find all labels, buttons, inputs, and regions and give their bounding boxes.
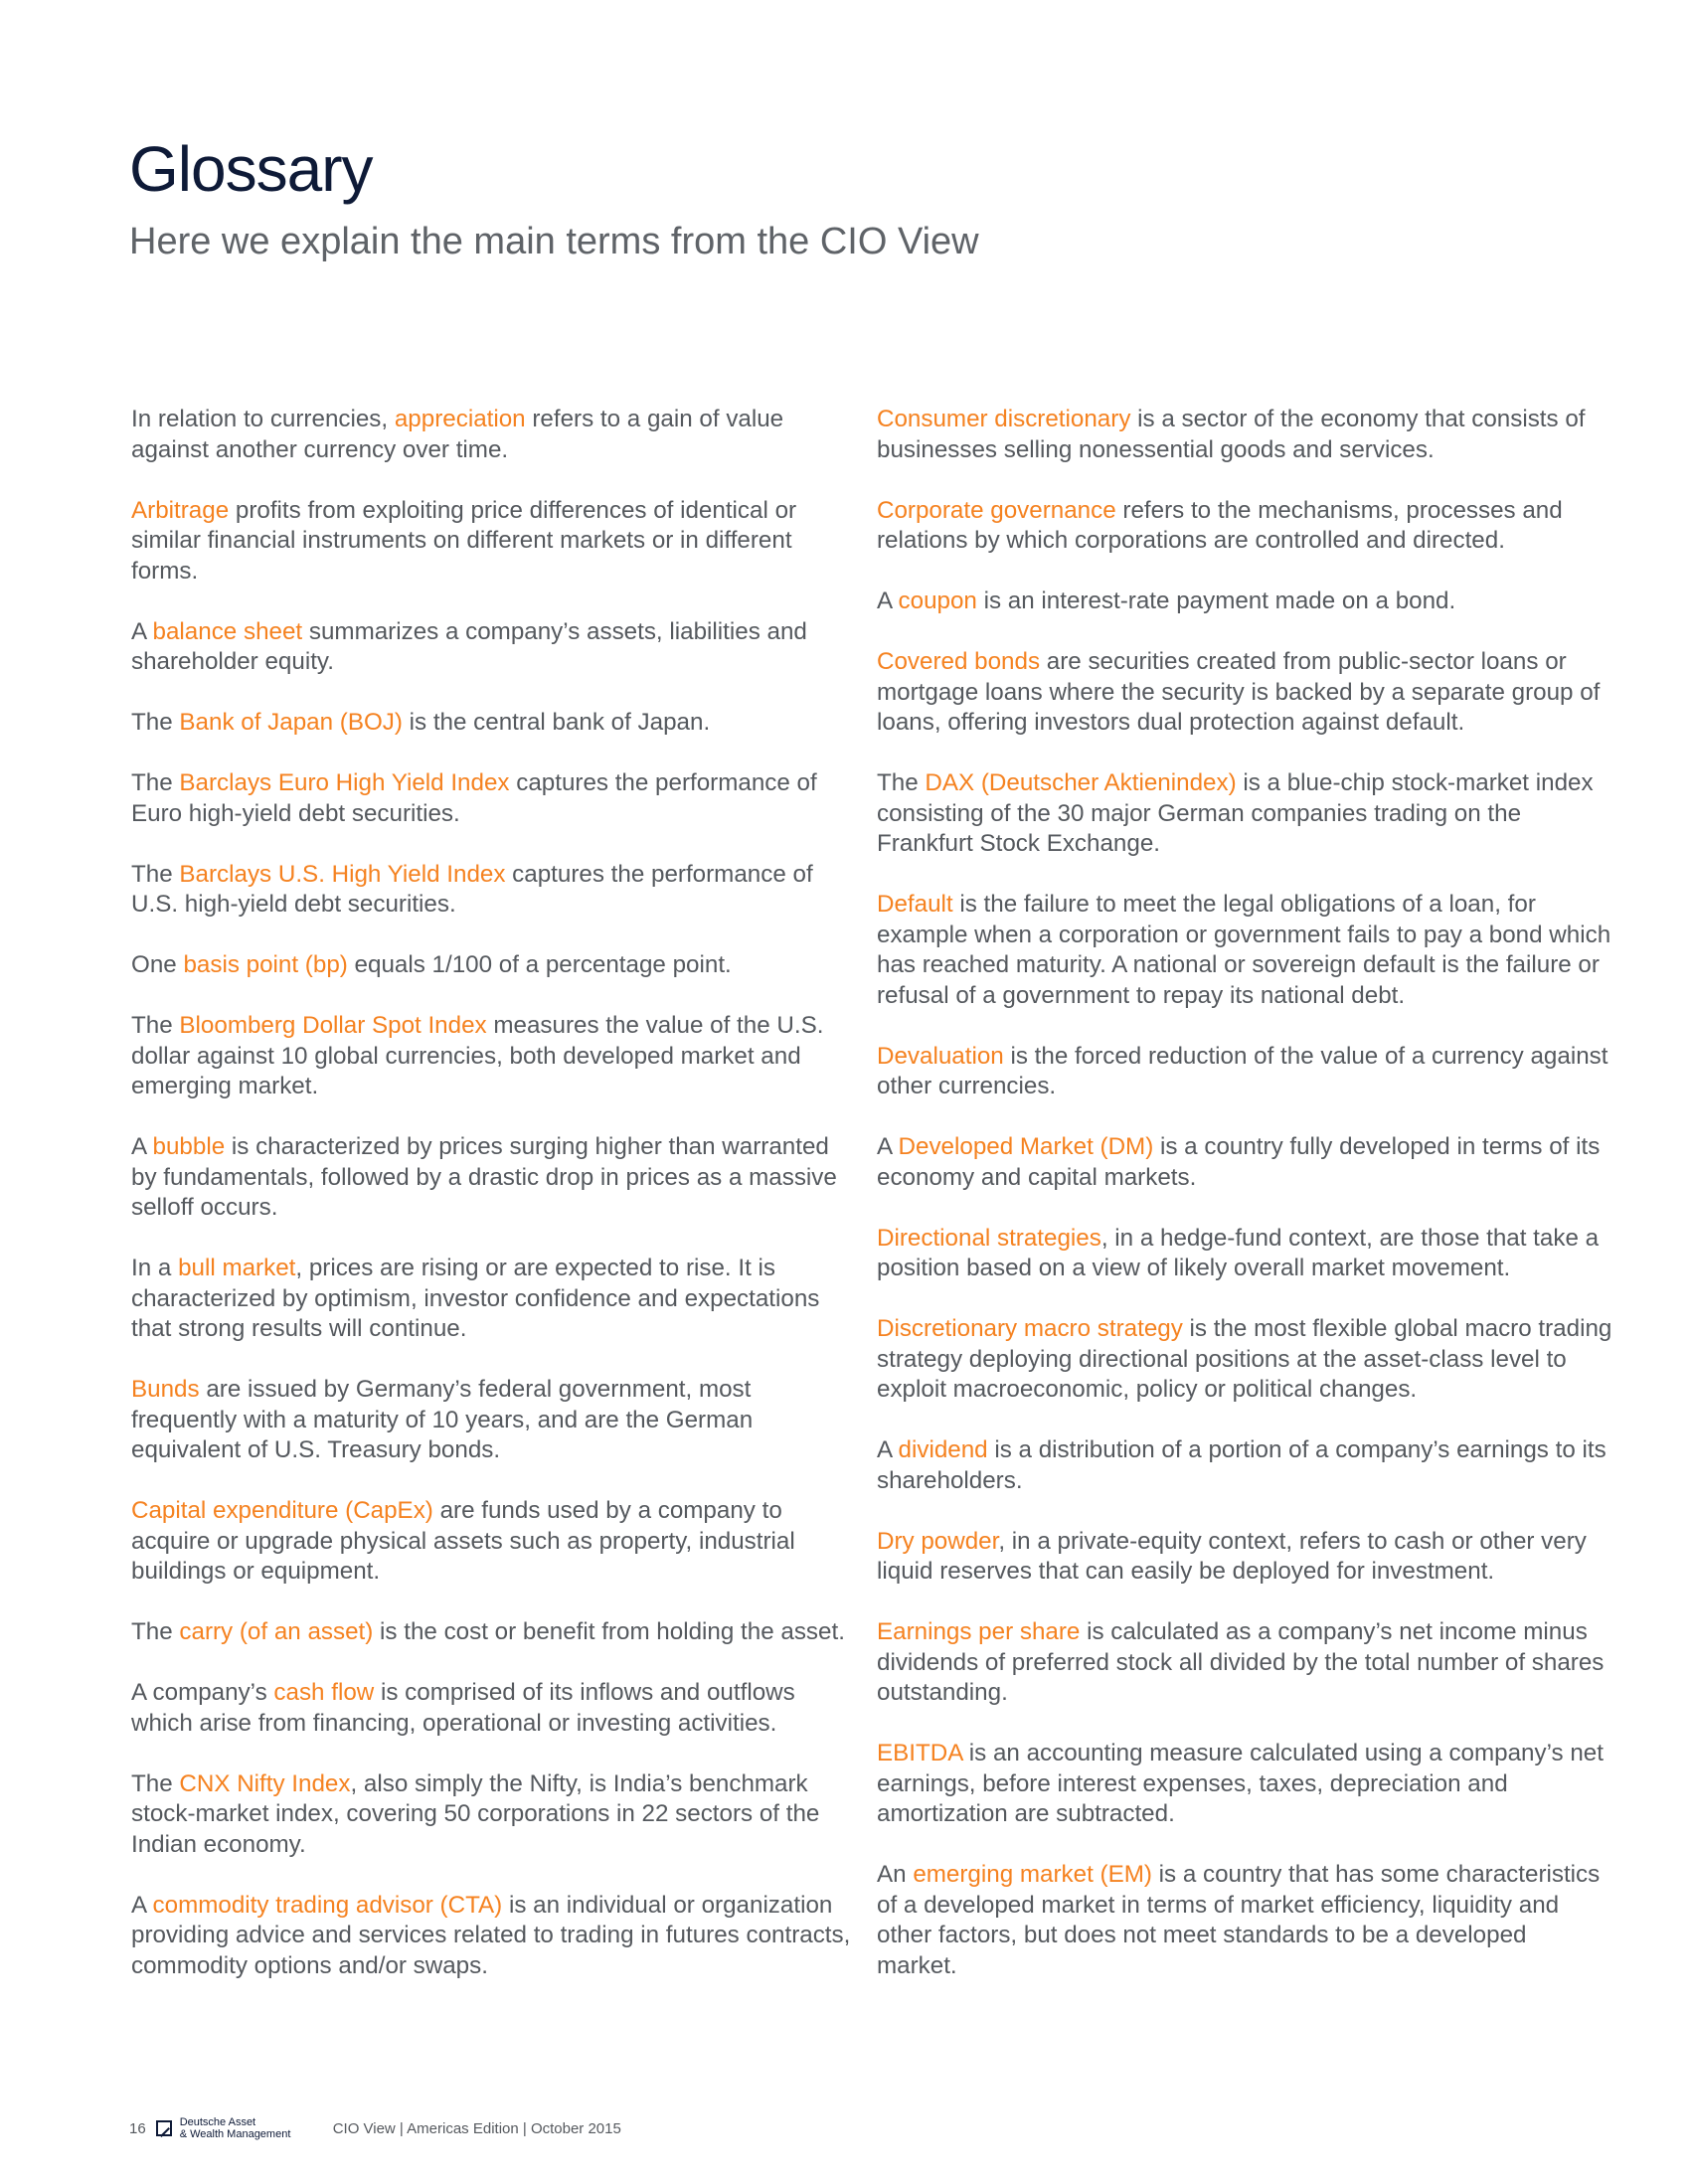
entry-definition: profits from exploiting price differences of identical or similar financial instruments on different markets or in different forms. bbox=[131, 496, 797, 585]
glossary-term: commodity trading advisor (CTA) bbox=[152, 1891, 503, 1919]
entry-definition: equals 1/100 of a percentage point. bbox=[347, 951, 732, 978]
glossary-term: carry (of an asset) bbox=[179, 1618, 374, 1645]
glossary-term: Capital expenditure (CapEx) bbox=[131, 1497, 433, 1524]
glossary-term: Arbitrage bbox=[131, 496, 230, 524]
entry-definition: are securities created from public-sector loans or mortgage loans where the security is backed by a separate group of loans, offering investors dual protection against default. bbox=[877, 648, 1601, 736]
brand-name bbox=[180, 2116, 299, 2140]
entry-definition: is the central bank of Japan. bbox=[402, 709, 711, 736]
glossary-term: EBITDA bbox=[877, 1740, 963, 1766]
entry-lead-text: A company’s bbox=[131, 1679, 274, 1706]
glossary-term: balance sheet bbox=[152, 617, 303, 645]
deutsche-bank-logo-icon bbox=[156, 2120, 172, 2136]
entry-lead-text: A bbox=[877, 1133, 899, 1160]
brand-line-1: Deutsche Asset bbox=[179, 2116, 256, 2128]
entry-definition: refers to a gain of value against another currency over time. bbox=[131, 406, 784, 463]
entry-definition: is characterized by prices surging higher than warranted by fundamentals, followed by a drastic drop in prices as a massive selloff occurs. bbox=[131, 1133, 837, 1221]
brand-line-2: & Wealth Management bbox=[179, 2128, 291, 2140]
glossary-term: dividend bbox=[898, 1436, 988, 1463]
glossary-term: Bloomberg Dollar Spot Index bbox=[179, 1012, 487, 1039]
entry-lead-text: The bbox=[131, 769, 180, 796]
glossary-term: emerging market (EM) bbox=[913, 1861, 1152, 1888]
entry-lead-text: The bbox=[131, 1012, 180, 1039]
glossary-term: Consumer discretionary bbox=[877, 406, 1131, 432]
entry-lead-text: The bbox=[131, 1618, 180, 1645]
entry-definition: is an interest-rate payment made on a bond. bbox=[976, 588, 1456, 614]
glossary-entry bbox=[131, 1617, 857, 1648]
entry-definition: is calculated as a company’s net income minus dividends of preferred stock all divided by the total number of shares outstanding. bbox=[877, 1618, 1605, 1706]
entry-lead-text: A bbox=[131, 617, 153, 645]
glossary-term: cash flow bbox=[273, 1679, 375, 1706]
entry-definition: , also simply the Nifty, is India’s benchmark stock-market index, covering 50 corporations in 22 sectors of the Indian economy. bbox=[131, 1769, 820, 1858]
entry-lead-text: The bbox=[131, 860, 180, 888]
publication-info: CIO View | Americas Edition | October 2015 bbox=[332, 2119, 621, 2137]
entry-definition: are issued by Germany’s federal government, most frequently with a maturity of 10 years, and are the German equivalent of U.S. Treasury bonds. bbox=[131, 1376, 754, 1463]
glossary-term: Bank of Japan (BOJ) bbox=[179, 709, 403, 736]
glossary-entry bbox=[877, 1314, 1612, 1406]
glossary-term: bull market bbox=[178, 1255, 296, 1281]
glossary-term: Bunds bbox=[131, 1376, 200, 1403]
entry-definition: is a country that has some characteristics of a developed market in terms of market efficiency, liquidity and other factors, but does not meet standards to be a developed market. bbox=[877, 1861, 1601, 1979]
entry-definition: are funds used by a company to acquire or upgrade physical assets such as property, industrial buildings or equipment. bbox=[131, 1497, 795, 1585]
glossary-term: Corporate governance bbox=[877, 496, 1116, 524]
entry-lead-text: An bbox=[877, 1861, 914, 1888]
glossary-entry bbox=[877, 405, 1612, 465]
entry-definition: , prices are rising or are expected to rise. It is characterized by optimism, investor confidence and expectations that strong results will continue. bbox=[131, 1255, 820, 1342]
page-title: Glossary bbox=[129, 133, 373, 205]
entry-definition: is comprised of its inflows and outflows which arise from financing, operational or investing activities. bbox=[131, 1679, 795, 1737]
glossary-term: Devaluation bbox=[877, 1042, 1004, 1070]
glossary-right-column bbox=[877, 405, 1612, 2012]
glossary-entry bbox=[131, 708, 857, 739]
glossary-term: Covered bonds bbox=[877, 648, 1041, 675]
glossary-entry bbox=[131, 1496, 857, 1588]
glossary-term: Default bbox=[877, 891, 953, 918]
glossary-term: Barclays U.S. High Yield Index bbox=[179, 860, 506, 888]
page-number: 16 bbox=[129, 2119, 146, 2137]
glossary-entry bbox=[877, 1132, 1612, 1193]
glossary-entry bbox=[131, 950, 857, 981]
glossary-entry bbox=[131, 1891, 857, 1982]
entry-definition: is the failure to meet the legal obligations of a loan, for example when a corporation or government fails to pay a bond which has reached maturity. A national or sovereign default is the failure or refusal of a government to repay its national debt. bbox=[877, 891, 1611, 1009]
glossary-entry bbox=[877, 1527, 1612, 1588]
entry-definition: is a sector of the economy that consists of businesses selling nonessential goods and services. bbox=[877, 406, 1586, 463]
entry-lead-text: A bbox=[877, 1436, 899, 1463]
glossary-entry bbox=[877, 1435, 1612, 1496]
glossary-term: Discretionary macro strategy bbox=[877, 1315, 1183, 1342]
entry-definition: is an individual or organization providing advice and services related to trading in futures contracts, commodity options and/or swaps. bbox=[131, 1891, 851, 1979]
entry-lead-text: In relation to currencies, bbox=[131, 406, 395, 432]
glossary-entry bbox=[131, 1678, 857, 1739]
glossary-entry bbox=[877, 647, 1612, 739]
glossary-entry bbox=[877, 496, 1612, 557]
glossary-entry bbox=[877, 768, 1612, 860]
glossary-entry bbox=[131, 1769, 857, 1861]
glossary-entry bbox=[131, 1011, 857, 1102]
glossary-entry bbox=[131, 1375, 857, 1466]
glossary-entry bbox=[877, 1617, 1612, 1709]
glossary-entry bbox=[131, 1254, 857, 1345]
entry-lead-text: The bbox=[877, 769, 926, 796]
entry-definition: is an accounting measure calculated using a company’s net earnings, before interest expenses, taxes, depreciation and amortization are subtracted. bbox=[877, 1740, 1604, 1827]
glossary-term: Dry powder bbox=[877, 1527, 999, 1555]
glossary-entry bbox=[877, 1042, 1612, 1102]
entry-lead-text: A bbox=[131, 1133, 153, 1160]
entry-lead-text: One bbox=[131, 951, 184, 978]
entry-definition: is the most flexible global macro trading strategy deploying directional positions at the asset-class level to exploit macroeconomic, policy or political changes. bbox=[877, 1315, 1612, 1403]
entry-lead-text: A bbox=[877, 588, 899, 614]
entry-definition: , in a hedge-fund context, are those that take a position based on a view of likely overall market movement. bbox=[877, 1224, 1600, 1281]
glossary-entry bbox=[131, 860, 857, 921]
glossary-term: coupon bbox=[898, 588, 977, 614]
glossary-entry bbox=[131, 1132, 857, 1224]
glossary-entry bbox=[877, 1860, 1612, 1981]
entry-definition: is a country fully developed in terms of its economy and capital markets. bbox=[877, 1133, 1601, 1191]
glossary-term: Earnings per share bbox=[877, 1618, 1081, 1645]
glossary-entry bbox=[877, 587, 1612, 617]
glossary-term: CNX Nifty Index bbox=[179, 1769, 351, 1797]
entry-lead-text: In a bbox=[131, 1255, 179, 1281]
glossary-term: Directional strategies bbox=[877, 1224, 1101, 1252]
glossary-term: Developed Market (DM) bbox=[898, 1133, 1154, 1160]
entry-definition: is a blue-chip stock-market index consisting of the 30 major German companies trading on the Frankfurt Stock Exchange. bbox=[877, 769, 1594, 857]
entry-definition: captures the performance of U.S. high-yield debt securities. bbox=[131, 860, 813, 918]
entry-definition: is the forced reduction of the value of a currency against other currencies. bbox=[877, 1042, 1608, 1099]
entry-definition: , in a private-equity context, refers to cash or other very liquid reserves that can easily be deployed for investment. bbox=[877, 1527, 1587, 1585]
glossary-entry bbox=[877, 1224, 1612, 1284]
glossary-entry bbox=[877, 890, 1612, 1011]
entry-definition: measures the value of the U.S. dollar against 10 global currencies, both developed market and emerging market. bbox=[131, 1012, 824, 1099]
glossary-term: Barclays Euro High Yield Index bbox=[179, 769, 510, 796]
entry-definition: captures the performance of Euro high-yield debt securities. bbox=[131, 769, 817, 827]
glossary-entry bbox=[131, 768, 857, 829]
page-footer bbox=[129, 2113, 621, 2143]
entry-definition: is the cost or benefit from holding the asset. bbox=[373, 1618, 845, 1645]
glossary-term: DAX (Deutscher Aktienindex) bbox=[925, 769, 1237, 796]
glossary-term: bubble bbox=[152, 1133, 226, 1160]
entry-definition: refers to the mechanisms, processes and relations by which corporations are controlled and directed. bbox=[877, 496, 1563, 554]
entry-lead-text: The bbox=[131, 709, 180, 736]
glossary-entry bbox=[131, 405, 857, 465]
glossary-entry bbox=[131, 617, 857, 678]
entry-definition: is a distribution of a portion of a company’s earnings to its shareholders. bbox=[877, 1436, 1606, 1494]
glossary-entry bbox=[131, 496, 857, 588]
entry-lead-text: A bbox=[131, 1891, 153, 1919]
glossary-left-column bbox=[131, 405, 857, 2012]
glossary-term: appreciation bbox=[394, 406, 526, 432]
entry-definition: summarizes a company’s assets, liabilities and shareholder equity. bbox=[131, 617, 807, 675]
page-subtitle: Here we explain the main terms from the CIO View bbox=[129, 221, 979, 262]
glossary-term: basis point (bp) bbox=[183, 951, 348, 978]
entry-lead-text: The bbox=[131, 1769, 180, 1797]
glossary-entry bbox=[877, 1739, 1612, 1830]
